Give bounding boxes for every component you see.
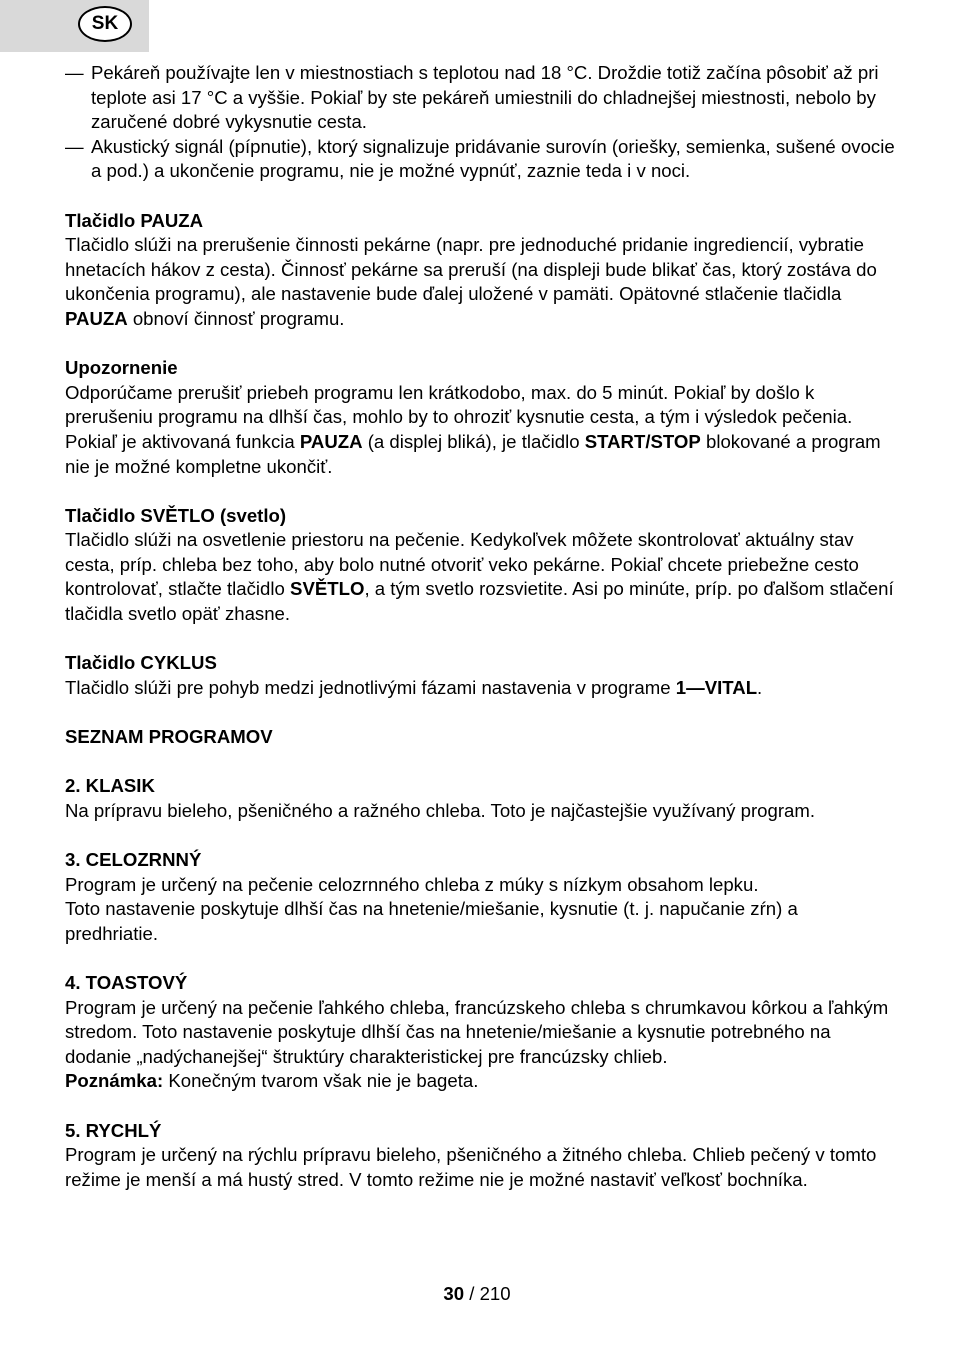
program-heading: 5. RYCHLÝ bbox=[65, 1119, 162, 1141]
page-total: / 210 bbox=[464, 1283, 511, 1304]
section-text: Tlačidlo slúži pre pohyb medzi jednotlivými fázami nastavenia v programe 1—VITAL. bbox=[65, 676, 763, 698]
program-text: Program je určený na pečenie ľahkého chleba, francúzskeho chleba s chrumkavou kôrkou a ľahkým stredom. Toto nastavenie poskytuje dlhší čas na hnetenie/miešanie a kysnutie potrebného na dodanie „nadýchanejšej“ štruktúry charakteristickej pre francúzsky chlieb. bbox=[65, 996, 889, 1067]
program-klasik bbox=[65, 774, 895, 823]
program-heading: 2. KLASIK bbox=[65, 775, 155, 797]
program-toastovy bbox=[65, 971, 895, 1094]
section-warning bbox=[65, 356, 895, 479]
program-text: Na prípravu bieleho, pšeničného a ražného chleba. Toto je najčastejšie využívaný program. bbox=[65, 799, 816, 821]
section-text: Tlačidlo slúži na osvetlenie priestoru na pečenie. Kedykoľvek môžete skontrolovať aktuálny stav cesta, príp. chleba bez toho, aby bolo nutné otvoriť veko pekárne. Pokiaľ chcete priebežne cesto kontrolovať, stlačte tlačidlo SVĚTLO, a tým svetlo rozsvietite. Asi po minúte, príp. po ďalšom stlačení tlačidla svetlo opäť zhasne. bbox=[65, 529, 894, 625]
program-heading: 3. CELOZRNNÝ bbox=[65, 849, 202, 870]
bullet-text: Pekáreň používajte len v miestnostiach s teplotou nad 18 °C. Droždie totiž začína pôsobiť až pri teplote asi 17 °C a vyššie. Pokiaľ by ste pekáreň umiestnili do chladnejšej miestnosti, nebolo by zaručené dobré vykysnutie cesta. bbox=[91, 62, 879, 133]
section-pauza bbox=[65, 209, 895, 332]
program-celozrnny bbox=[65, 848, 895, 946]
section-text: Tlačidlo slúži na prerušenie činnosti pekárne (napr. pre jednoduché pridanie ingrediencií, vybratie hnetacích hákov z cesta). Činnosť pekárne sa preruší (na displeji bude blikať čas, ktorý zostáva do ukončenia programu), ale nastavenie bude ďalej uložené v pamäti. Opätovné stlačenie tlačidla PAUZA obnoví činnosť programu. bbox=[65, 234, 877, 329]
section-heading: Upozornenie bbox=[65, 357, 178, 379]
program-rychly bbox=[65, 1119, 895, 1193]
section-heading: Tlačidlo SVĚTLO (svetlo) bbox=[65, 504, 287, 526]
program-note: Poznámka: Konečným tvarom však nie je bageta. bbox=[65, 1070, 479, 1092]
section-heading: Tlačidlo CYKLUS bbox=[65, 652, 217, 674]
page-current: 30 bbox=[443, 1283, 465, 1304]
language-tab bbox=[0, 0, 149, 52]
bullet-dash: — bbox=[65, 62, 84, 83]
programs-heading: SEZNAM PROGRAMOV bbox=[65, 726, 273, 748]
section-svetlo bbox=[65, 504, 895, 627]
section-cyklus bbox=[65, 651, 895, 700]
language-badge: SK bbox=[78, 6, 132, 42]
section-text: Odporúčame prerušiť priebeh programu len krátkodobo, max. do 5 minút. Pokiaľ by došlo k prerušeniu programu na dlhší čas, mohlo by to ohroziť kysnutie cesta, a tým i výsledok pečenia. Pokiaľ je aktivovaná funkcia PAUZA (a displej bliká), je tlačidlo START/STOP blokované a program nie je možné kompletne ukončiť. bbox=[65, 381, 881, 477]
section-heading: Tlačidlo PAUZA bbox=[65, 209, 204, 231]
program-text-line: Toto nastavenie poskytuje dlhší čas na hnetenie/miešanie, kysnutie (t. j. napučanie zŕn) a predhriatie. bbox=[65, 898, 798, 944]
bullet-text: Akustický signál (pípnutie), ktorý signalizuje pridávanie surovín (oriešky, semienka, sušené ovocie a pod.) a ukončenie programu, nie je možné vypnúť, zaznie teda i v noci. bbox=[91, 135, 895, 182]
program-heading: 4. TOASTOVÝ bbox=[65, 971, 188, 993]
bullet-dash: — bbox=[65, 135, 84, 157]
intro-bullet bbox=[65, 61, 895, 135]
page-content bbox=[65, 61, 895, 1192]
intro-bullet bbox=[65, 135, 895, 184]
program-text: Program je určený na rýchlu prípravu bieleho, pšeničného a žitného chleba. Chlieb pečený v tomto režime je menší a má hustý stred. V tomto režime nie je možné nastaviť veľkosť bochníka. bbox=[65, 1144, 877, 1190]
program-text-line: Program je určený na pečenie celozrnného chleba z múky s nízkym obsahom lepku. bbox=[65, 873, 759, 895]
page-number bbox=[0, 1283, 954, 1305]
